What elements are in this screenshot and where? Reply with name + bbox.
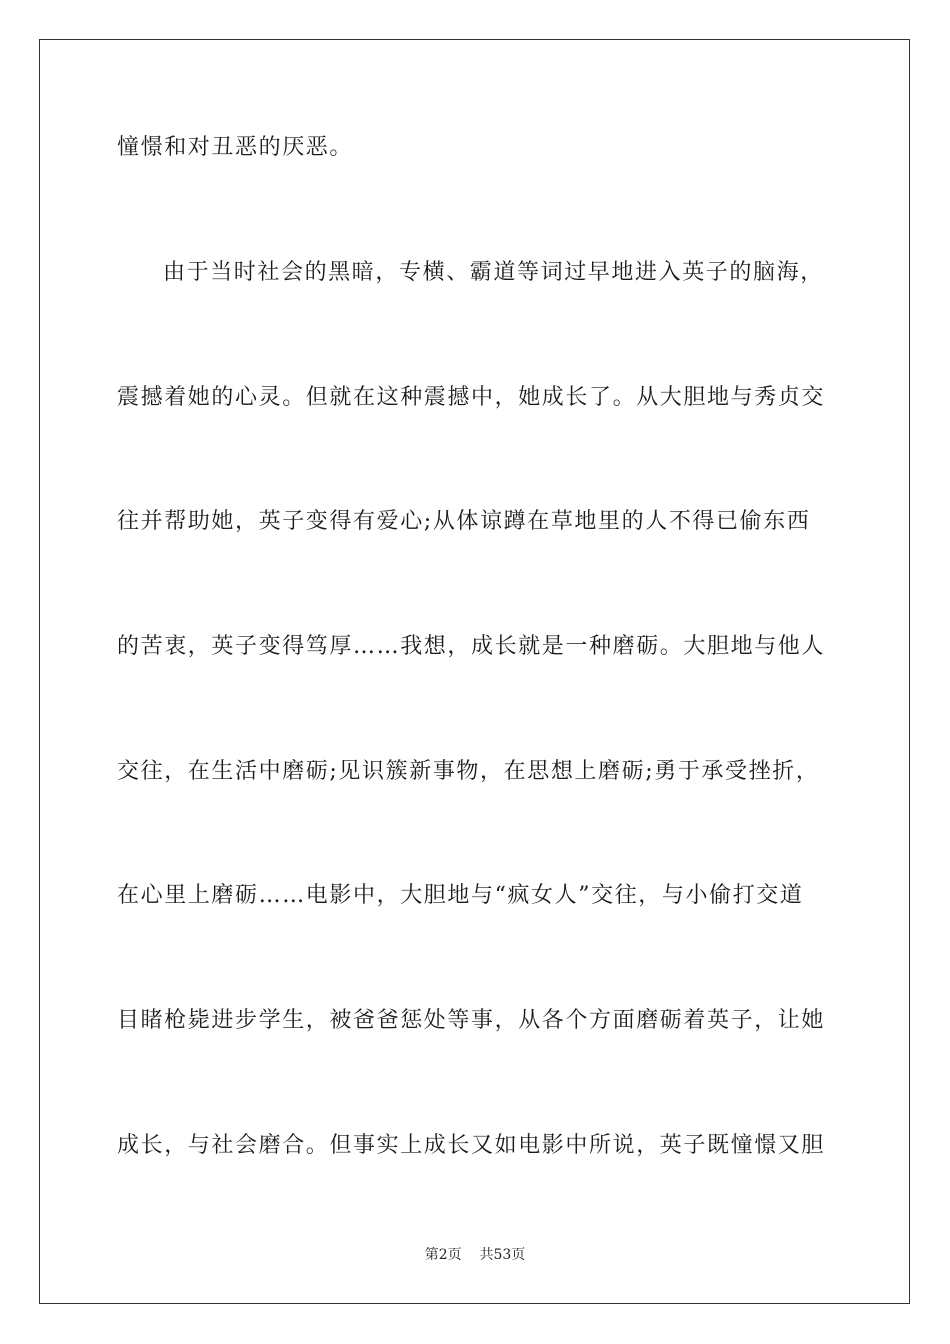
text-line: 交往，在生活中磨砺;见识簇新事物，在思想上磨砺;勇于承受挫折，: [117, 759, 820, 784]
text-line: 憧憬和对丑恶的厌恶。: [117, 135, 354, 160]
page-total: 共53页: [479, 1247, 526, 1263]
text-line: 由于当时社会的黑暗，专横、霸道等词过早地进入英子的脑海，: [163, 260, 824, 285]
text-line: 目睹枪毙进步学生，被爸爸惩处等事，从各个方面磨砺着英子，让她: [117, 1008, 826, 1033]
page-frame: [39, 39, 910, 1304]
text-line: 往并帮助她，英子变得有爱心;从体谅蹲在草地里的人不得已偷东西: [117, 509, 811, 534]
text-line: 在心里上磨砺……电影中，大胆地与“疯女人”交往，与小偷打交道: [117, 883, 804, 908]
text-line: 的苦衷，英子变得笃厚……我想，成长就是一种磨砺。大胆地与他人: [117, 634, 826, 659]
text-line: 成长，与社会磨合。但事实上成长又如电影中所说，英子既憧憬又胆: [117, 1133, 826, 1158]
page-footer: [0, 1246, 950, 1264]
text-line: 震撼着她的心灵。但就在这种震撼中，她成长了。从大胆地与秀贞交: [117, 385, 826, 410]
page-number: 第2页: [424, 1247, 462, 1263]
